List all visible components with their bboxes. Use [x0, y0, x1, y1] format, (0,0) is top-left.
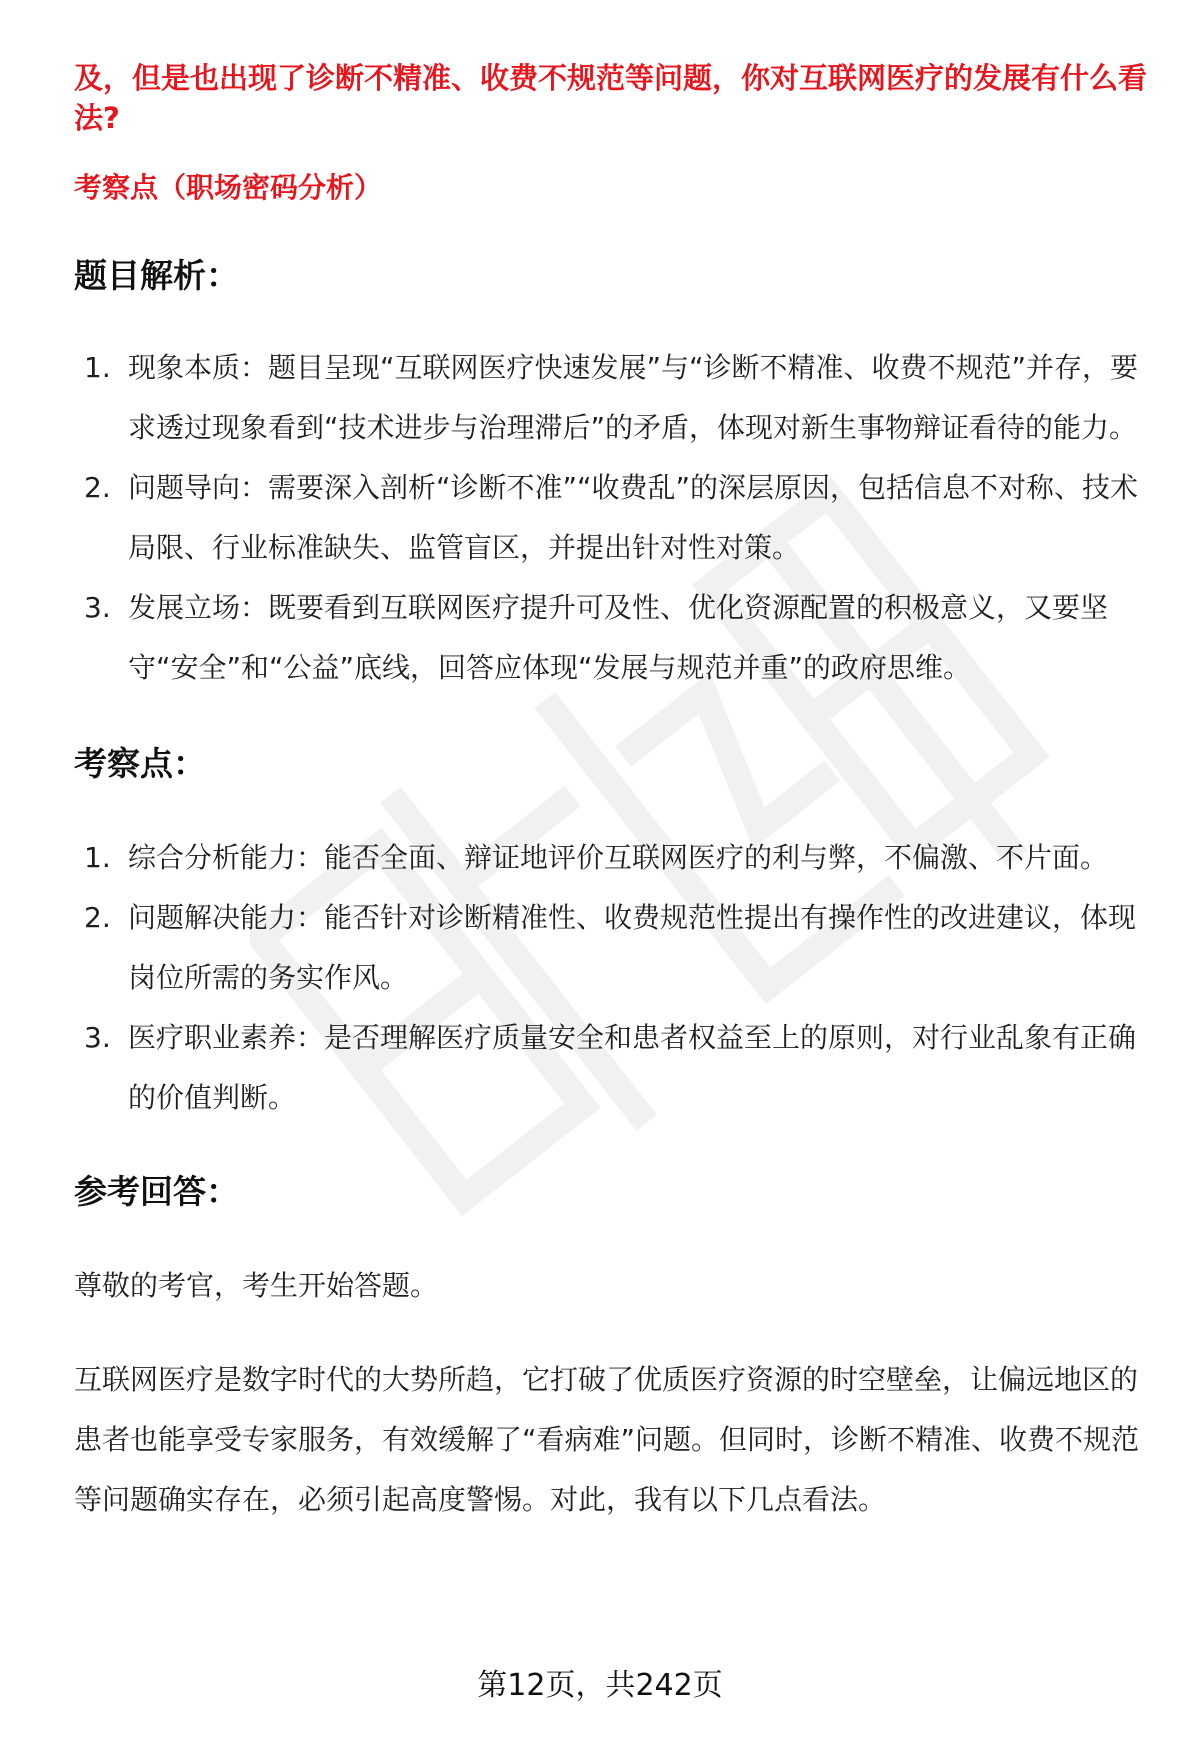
list-item-number: 1. — [84, 351, 111, 384]
list-item-number: 2. — [84, 471, 111, 504]
section-heading-answer: 参考回答： — [74, 1172, 239, 1211]
list-item — [74, 888, 1154, 1008]
answer-greeting: 尊敬的考官，考生开始答题。 — [74, 1269, 439, 1302]
list-item-number: 1. — [84, 841, 111, 874]
list-item-text: 医疗职业素养：是否理解医疗质量安全和患者权益至上的原则，对行业乱象有正确的价值判断。 — [128, 1021, 1137, 1114]
section-heading-analysis: 题目解析： — [74, 256, 239, 295]
list-item-text: 综合分析能力：能否全面、辩证地评价互联网医疗的利与弊，不偏激、不片面。 — [128, 841, 1109, 874]
list-item — [74, 828, 1154, 888]
document-page — [74, 58, 1154, 1530]
question-text: 及，但是也出现了诊断不精准、收费不规范等问题，你对互联网医疗的发展有什么看法? — [74, 61, 1148, 135]
page-footer: 第12页，共242页 — [477, 1668, 723, 1703]
list-item-text: 问题导向：需要深入剖析“诊断不准”“收费乱”的深层原因，包括信息不对称、技术局限、行业标准缺失、监管盲区，并提出针对性对策。 — [128, 471, 1139, 564]
list-item — [74, 578, 1154, 698]
list-item-text: 问题解决能力：能否针对诊断精准性、收费规范性提出有操作性的改进建议，体现岗位所需的务实作风。 — [128, 901, 1137, 994]
list-item-number: 3. — [84, 591, 111, 624]
section-heading-points: 考察点： — [74, 744, 206, 783]
list-item-number: 2. — [84, 901, 111, 934]
focus-label: 考察点（职场密码分析） — [74, 171, 383, 204]
list-item — [74, 1008, 1154, 1128]
list-item — [74, 338, 1154, 458]
list-item-text: 现象本质：题目呈现“互联网医疗快速发展”与“诊断不精准、收费不规范”并存，要求透过现象看到“技术进步与治理滞后”的矛盾，体现对新生事物辩证看待的能力。 — [128, 351, 1139, 444]
list-item-number: 3. — [84, 1021, 111, 1054]
list-item-text: 发展立场：既要看到互联网医疗提升可及性、优化资源配置的积极意义，又要坚守“安全”和“公益”底线，回答应体现“发展与规范并重”的政府思维。 — [128, 591, 1109, 684]
analysis-list — [74, 338, 1154, 698]
list-item — [74, 458, 1154, 578]
points-list — [74, 828, 1154, 1128]
answer-paragraph: 互联网医疗是数字时代的大势所趋，它打破了优质医疗资源的时空壁垒，让偏远地区的患者也能享受专家服务，有效缓解了“看病难”问题。但同时，诊断不精准、收费不规范等问题确实存在，必须引起高度警惕。对此，我有以下几点看法。 — [74, 1363, 1140, 1516]
